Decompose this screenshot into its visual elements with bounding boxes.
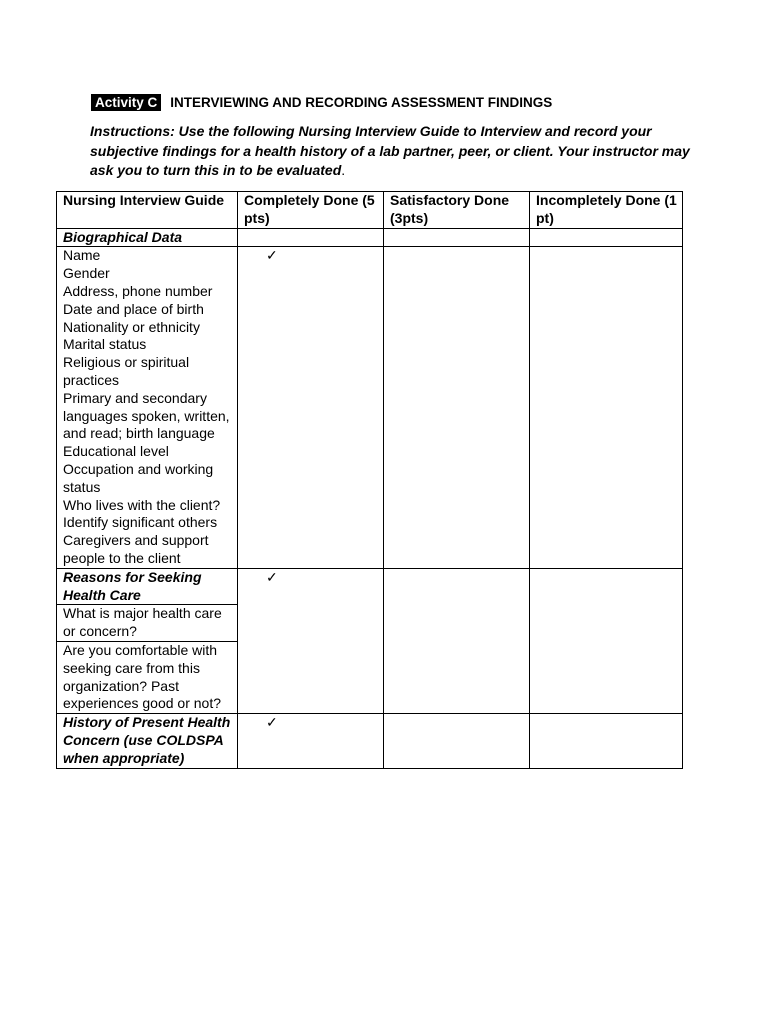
- satisfactory-done-cell[interactable]: [384, 568, 530, 713]
- history-row: [57, 714, 683, 768]
- instructions-text: Instructions: Use the following Nursing Interview Guide to Interview and record your subjective findings for a health history of a lab partner, peer, or client. Your instructor may ask you to turn this in to be evaluated: [90, 123, 690, 178]
- satisfactory-done-cell[interactable]: [384, 714, 530, 768]
- list-item: Address, phone number: [63, 282, 213, 299]
- empty-cell[interactable]: [238, 228, 384, 247]
- biographical-title-row: [57, 228, 683, 247]
- reasons-question-2: Are you comfortable with seeking care from this organization? Past experiences good or not?: [57, 641, 238, 713]
- list-item: Marital status: [63, 336, 147, 353]
- instructions-end: .: [341, 162, 346, 178]
- list-item: Nationality or ethnicity: [63, 318, 200, 335]
- incompletely-done-cell[interactable]: [530, 247, 683, 568]
- completely-done-cell[interactable]: [238, 568, 384, 713]
- section-title-reasons: Reasons for Seeking Health Care: [57, 568, 238, 605]
- satisfactory-done-cell[interactable]: [384, 247, 530, 568]
- check-mark-icon: ✓: [266, 247, 278, 264]
- list-item: Who lives with the client? Identify significant others: [63, 496, 221, 531]
- list-item: Occupation and working status: [63, 460, 214, 495]
- list-item: Name: [63, 247, 101, 264]
- completely-done-cell[interactable]: [238, 714, 384, 768]
- incompletely-done-cell[interactable]: [530, 714, 683, 768]
- list-item: Primary and secondary languages spoken, written, and read; birth language: [63, 389, 230, 442]
- activity-title: INTERVIEWING AND RECORDING ASSESSMENT FINDINGS: [170, 94, 553, 110]
- instructions-paragraph: [90, 122, 690, 181]
- empty-cell[interactable]: [384, 228, 530, 247]
- table-header-row: [57, 192, 683, 229]
- nursing-interview-table: [56, 191, 683, 769]
- list-item: Date and place of birth: [63, 300, 204, 317]
- check-mark-icon: ✓: [266, 568, 278, 585]
- reasons-title-row: [57, 568, 683, 605]
- reasons-question-1: What is major health care or concern?: [57, 605, 238, 642]
- list-item: Religious or spiritual practices: [63, 354, 190, 388]
- biographical-items-cell: [57, 247, 238, 568]
- list-item: Gender: [63, 265, 110, 282]
- header-cell: Completely Done (5 pts): [238, 192, 384, 229]
- empty-cell[interactable]: [530, 228, 683, 247]
- header-cell: Nursing Interview Guide: [57, 192, 238, 229]
- list-item: Educational level: [63, 443, 169, 460]
- header-cell: Satisfactory Done (3pts): [384, 192, 530, 229]
- completely-done-cell[interactable]: [238, 247, 384, 568]
- list-item: Caregivers and support people to the client: [63, 532, 209, 566]
- activity-label: Activity C: [91, 94, 161, 111]
- incompletely-done-cell[interactable]: [530, 568, 683, 713]
- activity-heading: [91, 93, 552, 111]
- section-title-history: History of Present Health Concern (use COLDSPA when appropriate): [57, 714, 238, 768]
- biographical-items-row: [57, 247, 683, 568]
- check-mark-icon: ✓: [266, 714, 278, 731]
- header-cell: Incompletely Done (1 pt): [530, 192, 683, 229]
- section-title-biographical: Biographical Data: [57, 228, 238, 247]
